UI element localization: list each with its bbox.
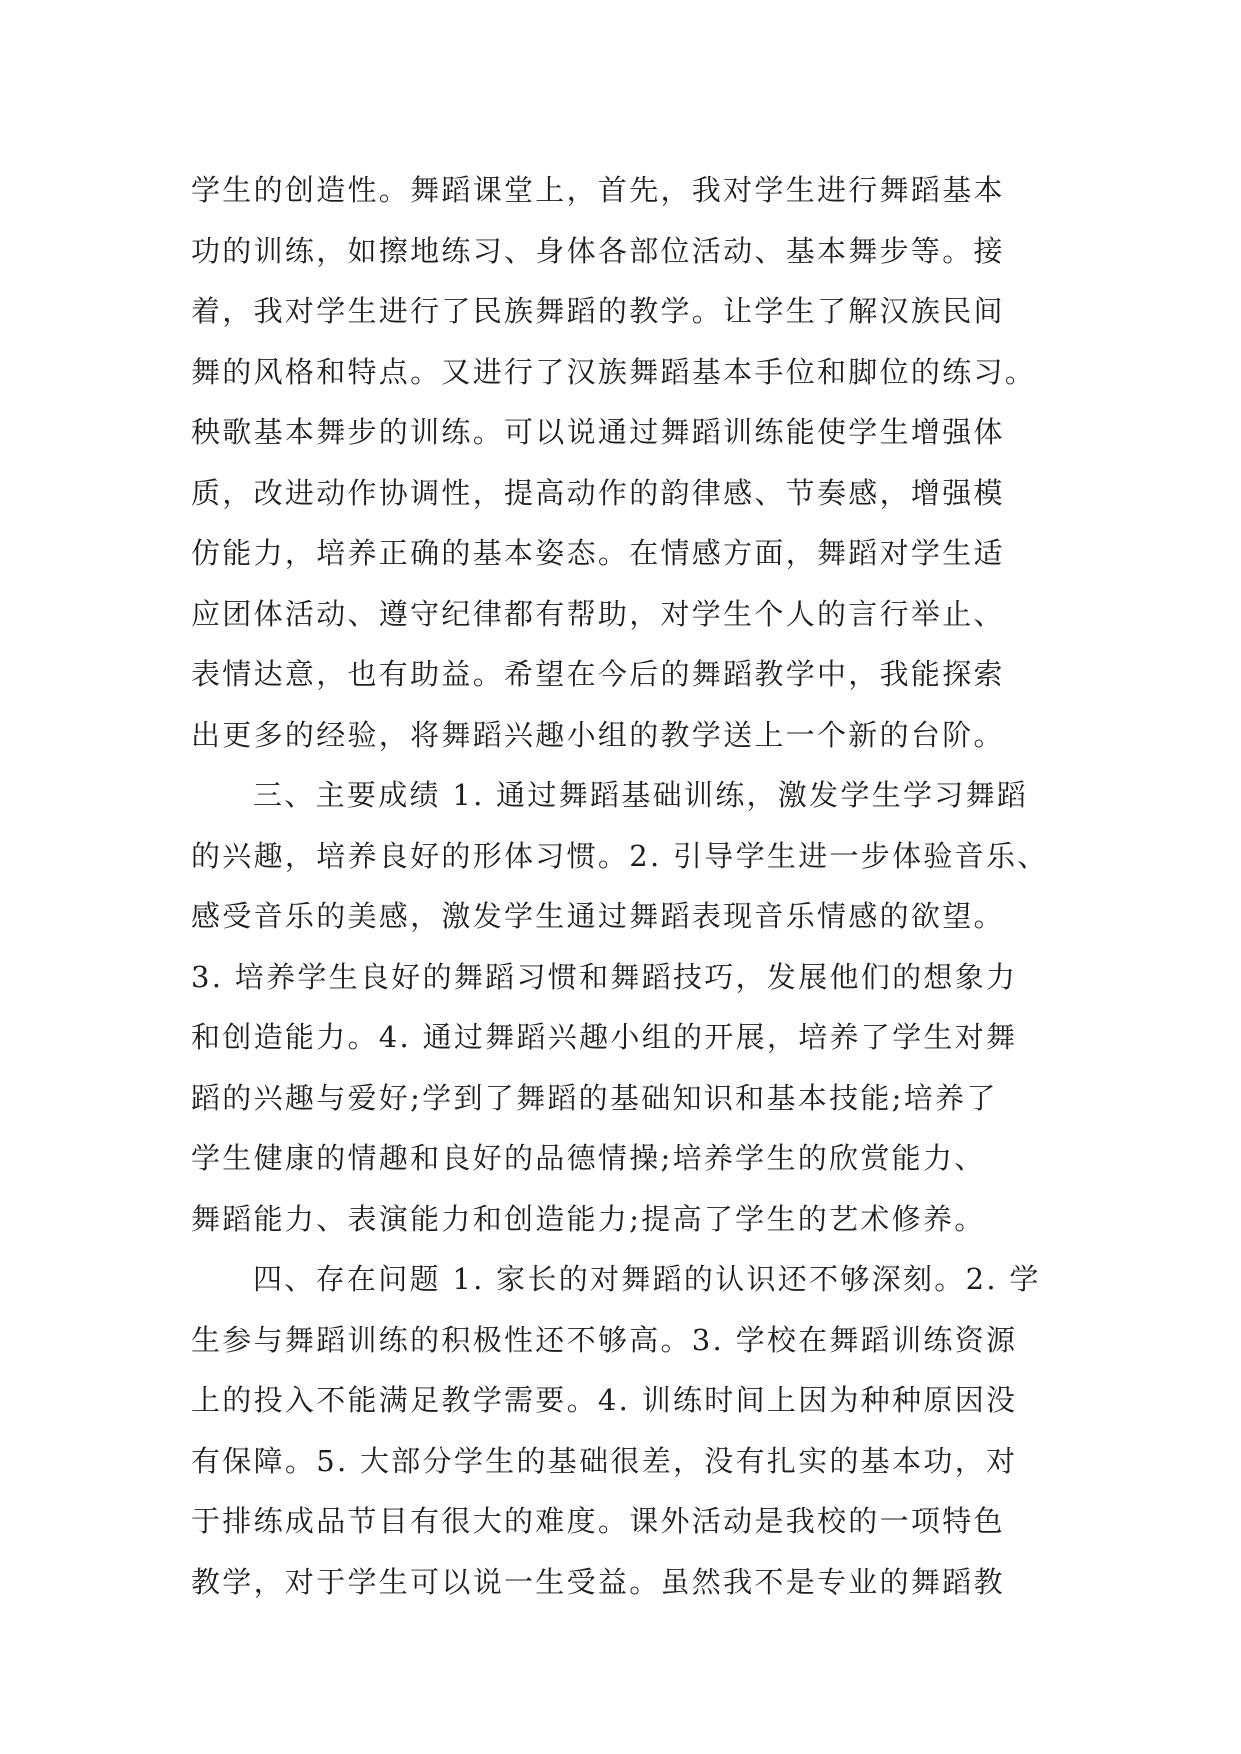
body-text [191, 160, 1051, 1612]
text-line: 感受音乐的美感，激发学生通过舞蹈表现音乐情感的欲望。 [191, 899, 1005, 933]
text-line: 舞蹈能力、表演能力和创造能力;提高了学生的艺术修养。 [191, 1201, 986, 1236]
section-heading-line: 三、主要成绩 1. 通过舞蹈基础训练，激发学生学习舞蹈 [253, 778, 1029, 812]
text-line: 功的训练，如擦地练习、身体各部位活动、基本舞步等。接 [191, 233, 1005, 268]
text-line: 蹈的兴趣与爱好;学到了舞蹈的基础知识和基本技能;培养了 [191, 1080, 998, 1115]
text-line: 学生的创造性。舞蹈课堂上，首先，我对学生进行舞蹈基本 [191, 173, 1005, 207]
text-line: 于排练成品节目有很大的难度。课外活动是我校的一项特色 [191, 1504, 1005, 1538]
text-line: 的兴趣，培养良好的形体习惯。2. 引导学生进一步体验音乐、 [191, 838, 1049, 873]
text-line: 质，改进动作协调性，提高动作的韵律感、节奏感，增强模 [191, 475, 1005, 510]
text-line: 和创造能力。4. 通过舞蹈兴趣小组的开展，培养了学生对舞 [191, 1020, 1018, 1054]
text-line: 有保障。5. 大部分学生的基础很差，没有扎实的基本功，对 [191, 1443, 1018, 1478]
text-line: 3. 培养学生良好的舞蹈习惯和舞蹈技巧，发展他们的想象力 [191, 959, 1018, 994]
text-line: 秧歌基本舞步的训练。可以说通过舞蹈训练能使学生增强体 [191, 415, 1005, 449]
text-line: 教学，对于学生可以说一生受益。虽然我不是专业的舞蹈教 [191, 1564, 1005, 1599]
text-line: 生参与舞蹈训练的积极性还不够高。3. 学校在舞蹈训练资源 [191, 1322, 1018, 1357]
text-line: 着，我对学生进行了民族舞蹈的教学。让学生了解汉族民间 [191, 294, 1005, 328]
text-line: 仿能力，培养正确的基本姿态。在情感方面，舞蹈对学生适 [191, 536, 1005, 570]
text-line: 舞的风格和特点。又进行了汉族舞蹈基本手位和脚位的练习。 [191, 354, 1037, 389]
text-line: 表情达意，也有助益。希望在今后的舞蹈教学中，我能探索 [191, 657, 1005, 691]
text-line: 出更多的经验，将舞蹈兴趣小组的教学送上一个新的台阶。 [191, 717, 1005, 752]
text-line: 学生健康的情趣和良好的品德情操;培养学生的欣赏能力、 [191, 1141, 986, 1175]
section-heading-line: 四、存在问题 1. 家长的对舞蹈的认识还不够深刻。2. 学 [253, 1262, 1041, 1296]
text-line: 应团体活动、遵守纪律都有帮助，对学生个人的言行举止、 [191, 596, 1005, 631]
text-line: 上的投入不能满足教学需要。4. 训练时间上因为种种原因没 [191, 1383, 1018, 1417]
